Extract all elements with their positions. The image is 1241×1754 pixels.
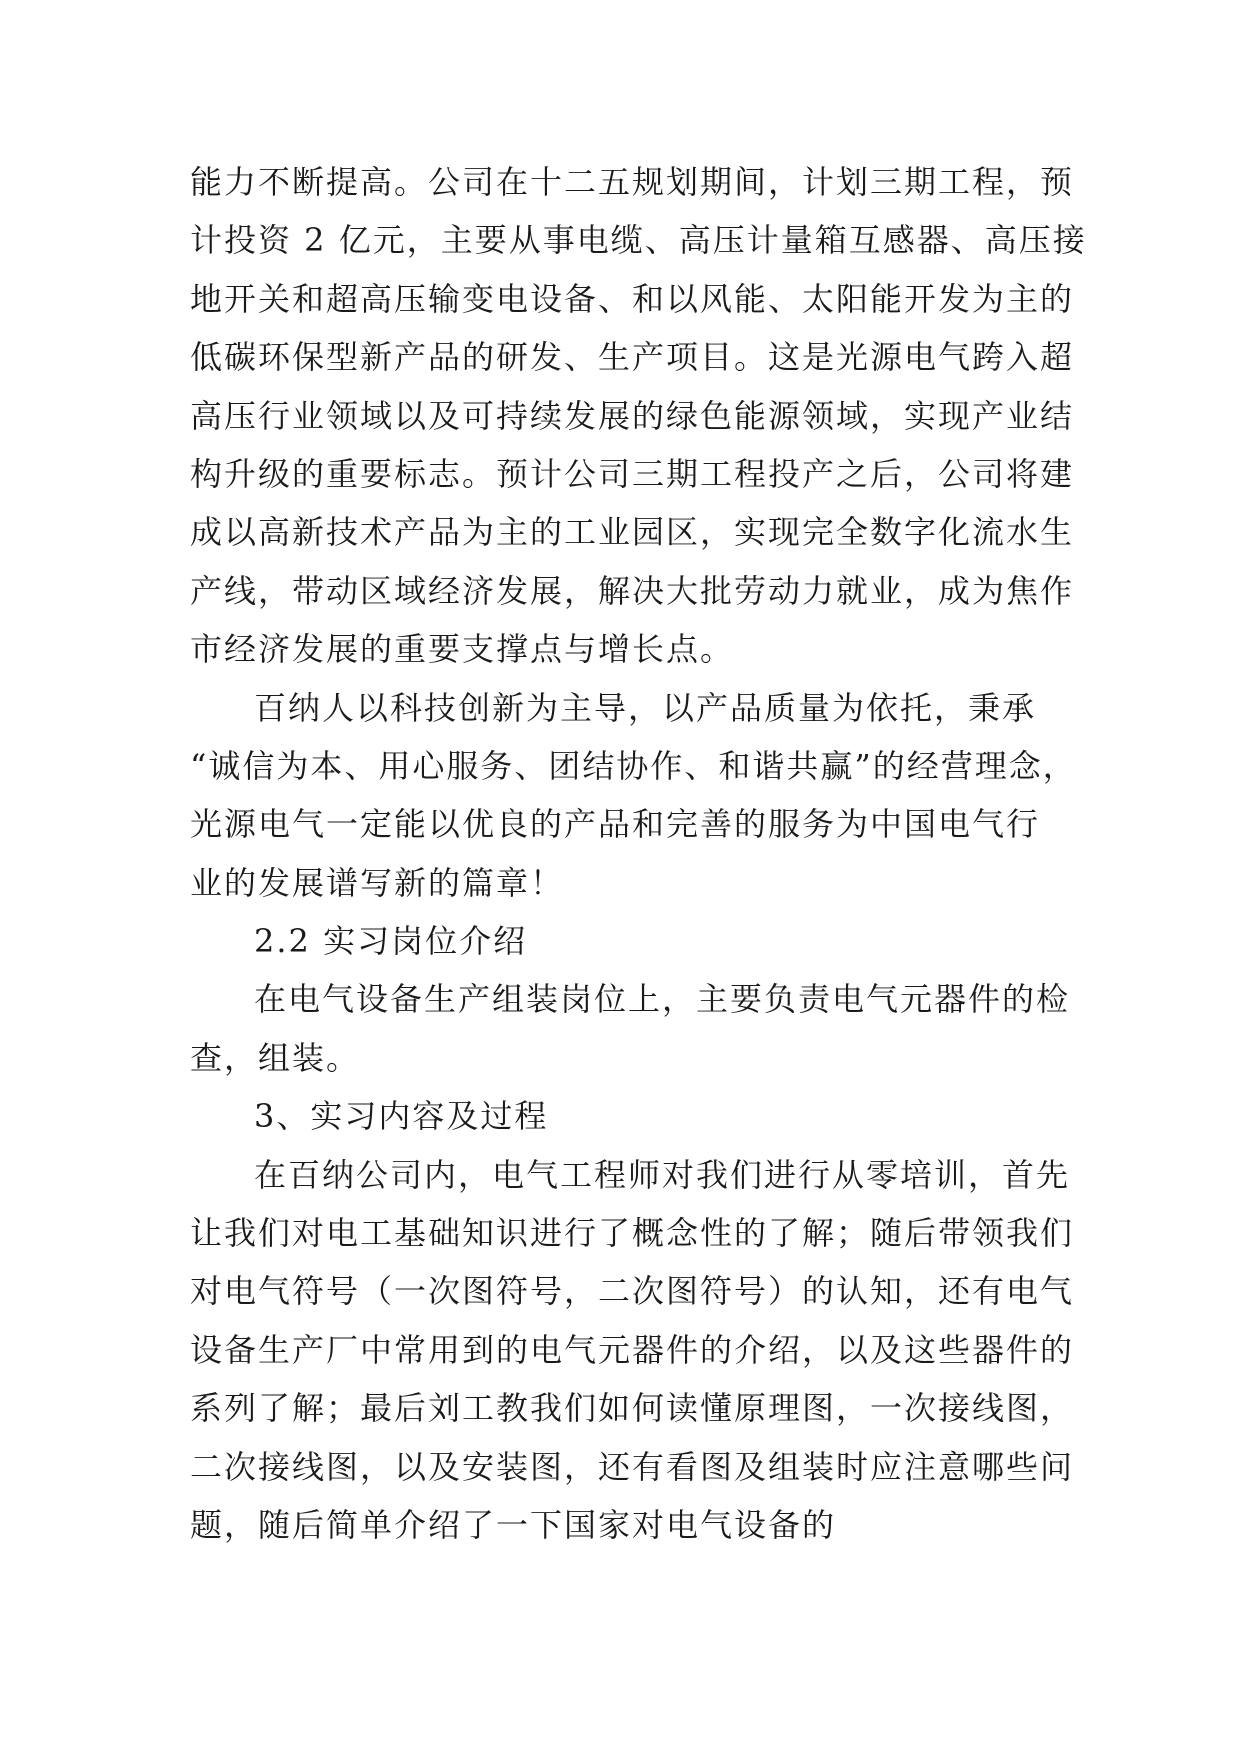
text-line: 系列了解；最后刘工教我们如何读懂原理图，一次接线图， bbox=[190, 1389, 1075, 1428]
document-body bbox=[190, 153, 1087, 1554]
text-line: 设备生产厂中常用到的电气元器件的介绍，以及这些器件的 bbox=[190, 1330, 1075, 1369]
text-line: 地开关和超高压输变电设备、和以风能、太阳能开发为主的 bbox=[190, 279, 1075, 318]
text-line: 产线，带动区域经济发展，解决大批劳动力就业，成为焦作 bbox=[190, 571, 1075, 610]
text-line: 市经济发展的重要支撑点与增长点。 bbox=[190, 630, 735, 669]
text-line: 低碳环保型新产品的研发、生产项目。这是光源电气跨入超 bbox=[190, 338, 1075, 377]
paragraph-first-line: 百纳人以科技创新为主导，以产品质量为依托，秉承 bbox=[254, 688, 1037, 727]
paragraph-first-line: 在电气设备生产组装岗位上，主要负责电气元器件的检 bbox=[254, 980, 1071, 1019]
text-line: 光源电气一定能以优良的产品和完善的服务为中国电气行 bbox=[190, 805, 1041, 844]
text-line: 让我们对电工基础知识进行了概念性的了解；随后带领我们 bbox=[190, 1214, 1075, 1253]
text-line: 高压行业领域以及可持续发展的绿色能源领域，实现产业结 bbox=[190, 396, 1075, 435]
section-heading: 3、实习内容及过程 bbox=[254, 1097, 549, 1136]
section-heading: 2.2 实习岗位介绍 bbox=[254, 922, 528, 961]
text-line: 查，组装。 bbox=[190, 1038, 361, 1077]
text-line: 能力不断提高。公司在十二五规划期间，计划三期工程，预 bbox=[190, 163, 1075, 201]
text-line: 计投资 2 亿元，主要从事电缆、高压计量箱互感器、高压接 bbox=[190, 221, 1087, 260]
text-line: 对电气符号（一次图符号，二次图符号）的认知，还有电气 bbox=[190, 1272, 1075, 1311]
text-line: 业的发展谱写新的篇章！ bbox=[190, 863, 565, 902]
text-line: 二次接线图，以及安装图，还有看图及组装时应注意哪些问 bbox=[190, 1447, 1075, 1486]
text-line: 成以高新技术产品为主的工业园区，实现完全数字化流水生 bbox=[190, 513, 1075, 552]
text-line: 题，随后简单介绍了一下国家对电气设备的 bbox=[190, 1505, 837, 1544]
text-line: “诚信为本、用心服务、团结协作、和谐共赢”的经营理念， bbox=[190, 746, 1077, 785]
text-line: 构升级的重要标志。预计公司三期工程投产之后，公司将建 bbox=[190, 454, 1075, 493]
paragraph-first-line: 在百纳公司内，电气工程师对我们进行从零培训，首先 bbox=[254, 1155, 1071, 1194]
